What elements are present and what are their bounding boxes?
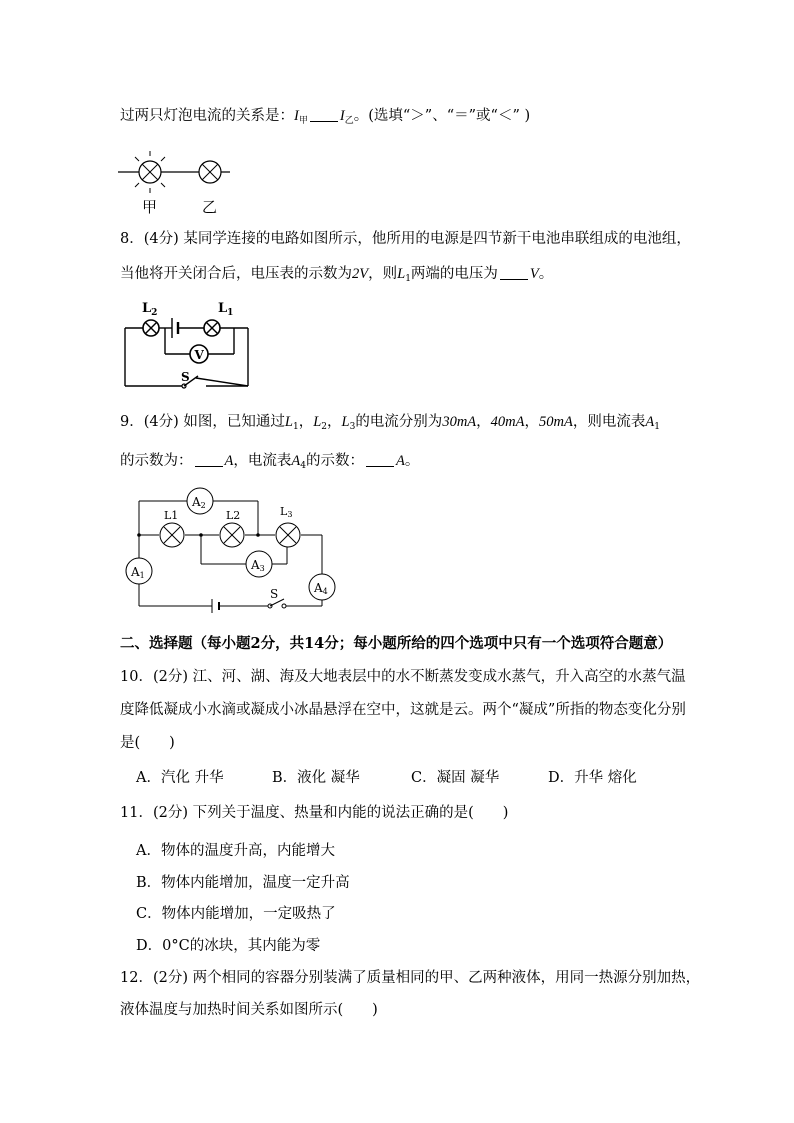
q9-line1 [120,412,660,437]
circuit-diagram-q9 [124,488,344,616]
l1-label: $L_1$ [218,301,234,318]
label-jia: 甲 [142,198,158,216]
separator: ， [476,414,491,430]
lamp-subscript: 2 [321,422,327,432]
answer-blank[interactable] [500,265,528,280]
q11-stem: 11．(2分) 下列关于温度、热量和内能的说法正确的是( ) [120,805,509,821]
q7-hint: 。(选填“＞”、“＝”或“＜” ) [353,108,531,124]
ammeter-symbol: A [645,414,655,430]
separator: ， [298,414,314,430]
period: 。 [404,453,420,469]
separator: ， [327,414,342,430]
q11-option-c[interactable]: C．物体内能增加，一定吸热了 [136,906,336,922]
subscript-yi: 乙 [344,116,354,126]
q7-text: 过两只灯泡电流的关系是： [120,108,294,124]
lamp-symbol: L [397,266,406,282]
current-symbol: I [339,108,345,124]
q9-text: 9．(4分) 如图，已知通过 [120,414,285,430]
q10-line3: 是( ) [120,735,175,751]
l2-label: L2 [226,509,241,522]
unit: A [224,453,234,469]
q11-option-d[interactable]: D．0°C的冰块，其内能为零 [136,938,321,954]
label-yi: 乙 [202,198,218,216]
answer-blank[interactable] [310,107,338,122]
switch-label: S [181,370,190,384]
q8-line2 [120,264,553,289]
lamp-subscript: 1 [405,274,411,284]
q12-line2: 液体温度与加热时间关系如图所示( ) [120,1002,378,1018]
q10-option-b[interactable]: B．液化 凝华 [272,770,360,786]
unit: V [529,266,539,282]
l2-label: $L_2$ [142,301,158,318]
q9-text: ，电流表 [233,453,292,469]
answer-blank[interactable] [195,452,223,467]
ammeter-subscript: 1 [654,422,660,432]
q8-text: 当他将开关闭合后，电压表的示数为 [120,266,352,282]
answer-blank[interactable] [366,452,394,467]
q9-text: 的电流分别为 [355,414,443,430]
lamp-symbol: L [313,414,322,430]
a2-label: A2 [192,495,206,510]
circuit-diagram-q8 [122,298,252,390]
lamp-symbol: L [341,414,350,430]
ammeter-symbol: A [291,453,301,469]
q10-option-a[interactable]: A．汽化 升华 [136,770,224,786]
q10-line2: 度降低凝成小水滴或凝成小冰晶悬浮在空中，这就是云。两个“凝成”所指的物态变化分别 [120,702,686,718]
period: 。 [538,266,554,282]
q8-text: 两端的电压为 [410,266,498,282]
lamp-symbol: L [284,414,293,430]
q8-text: ，则 [368,266,398,282]
switch-label: S [270,587,279,601]
q9-text: 的示数： [305,453,364,469]
lamp-diagram [118,148,238,218]
voltmeter-label: V [194,348,204,362]
current-symbol: I [294,108,299,124]
q10-option-c[interactable]: C．凝固 凝华 [411,770,500,786]
a4-label: A4 [314,581,328,596]
a3-label: A3 [251,558,265,573]
q9-line2 [120,451,419,476]
q7-continuation [120,106,530,131]
section-heading: 二、选择题（每小题2分，共14分；每小题所给的四个选项中只有一个选项符合题意） [120,635,673,652]
current-value: 40mA [490,414,525,430]
lamp-subscript: 3 [349,422,356,432]
subscript-jia: 甲 [298,116,308,126]
q11-option-a[interactable]: A．物体的温度升高，内能增大 [136,843,335,859]
q12-line1: 12．(2分) 两个相同的容器分别装满了质量相同的甲、乙两种液体，用同一热源分别加热， [120,970,701,986]
lamp-subscript: 1 [292,422,299,432]
l3-label: L3 [280,505,293,519]
q9-text: ，则电流表 [572,414,646,430]
q8-line1: 8．(4分) 某同学连接的电路如图所示，他所用的电源是四节新干电池串联组成的电池组， [120,231,691,247]
current-value: 50mA [539,414,573,430]
current-value: 30mA [442,414,477,430]
q10-line1: 10．(2分) 江、河、湖、海及大地表层中的水不断蒸发变成水蒸气，升入高空的水蒸气温 [120,669,686,685]
ammeter-subscript: 4 [300,461,306,471]
q11-option-b[interactable]: B．物体内能增加，温度一定升高 [136,875,350,891]
a1-label: A1 [131,565,145,580]
l1-label: L1 [164,509,179,522]
q9-text: 的示数为： [120,453,193,469]
unit: A [395,453,405,469]
q10-option-d[interactable]: D．升华 熔化 [548,770,637,786]
switch-contact [282,604,286,608]
voltmeter-reading: 2V [352,266,369,282]
separator: ， [524,414,539,430]
